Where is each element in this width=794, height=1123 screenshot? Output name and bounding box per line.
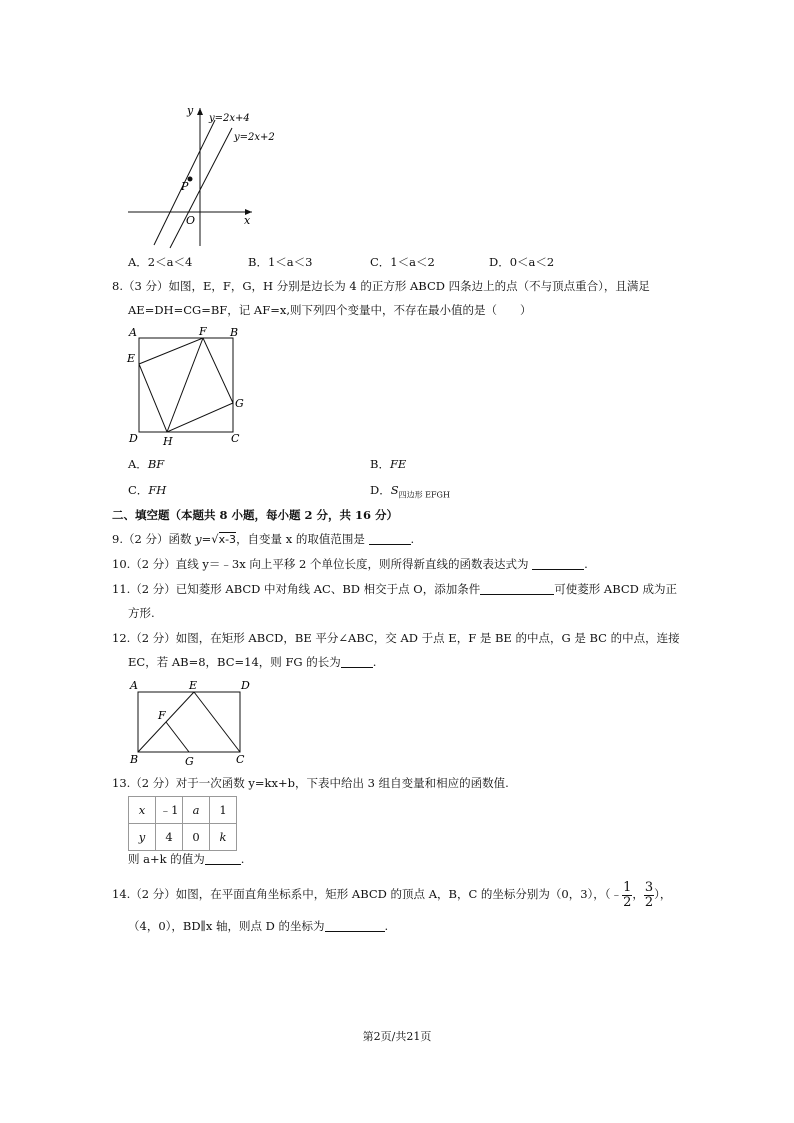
table-row [129,824,237,851]
q8-option-c-value: FH [148,483,167,497]
q12-label-a: A [130,679,138,692]
q8-option-d-subscript: 四边形 EFGH [398,490,450,500]
q12-rectangle-figure [124,676,264,770]
table-cell: k [210,824,237,851]
q7-point-label: P [181,180,189,193]
q8-label-f: F [199,325,207,338]
q14-line1a: 14.（2 分）如图，在平面直角坐标系中，矩形 ABCD 的顶点 A，B，C 的坐标分别为（0，3），（ [112,887,611,901]
q8-option-a-value: BF [147,457,165,471]
q10-text [112,556,588,572]
q8-option-b-value: FE [389,457,407,471]
q8-label-g: G [235,397,244,410]
q11-text-line1 [112,581,677,597]
page-footer: 第2页/共21页 [362,1030,432,1043]
q7-option-d: D．0＜a＜2 [489,255,555,269]
q14-line2a: （4，0），BD∥x 轴，则点 D 的坐标为 [128,919,325,933]
q10-answer-blank[interactable] [532,557,584,570]
q8-option-a [128,456,164,472]
q13-table [128,796,237,851]
q12-label-b: B [130,753,139,766]
q8-label-d: D [129,432,138,445]
q7-option-b: B．1＜a＜3 [248,255,313,269]
q9-post: ，自变量 x 的取值范围是 [236,532,365,546]
table-cell: 4 [156,824,183,851]
q12-line2b: . [372,655,377,669]
q7-option-a: A．2＜a＜4 [128,255,193,269]
q14-fraction-1: $\frac{1}{2}$ [623,879,632,910]
q12-label-g: G [185,755,194,768]
q9-answer-blank[interactable] [369,532,411,545]
q7-origin-label: O [186,214,196,227]
q14-answer-blank[interactable] [325,919,385,932]
q12-line2a: EC，若 AB=8，BC=14，则 FG 的长为 [128,655,341,669]
sqrt-icon: √ [211,532,219,546]
q12-text-line1: 12.（2 分）如图，在矩形 ABCD，BE 平分∠ABC，交 AD 于点 E，F 是 BE 的中点，G 是 BC 的中点，连接 [112,631,680,645]
table-row [129,797,237,824]
q14-frac1-sign: ﹣ [610,887,623,901]
q12-label-e: E [189,679,198,692]
q8-option-d-s: S [390,483,399,497]
q11-line1b: 可使菱形 ABCD 成为正 [554,582,678,596]
q14-fraction-2: $\frac{3}{2}$ [644,879,654,910]
q12-text-line2 [128,654,376,670]
q8-option-c-label: C． [128,483,149,497]
q13-text-after [128,851,244,867]
table-cell: 1 [210,797,237,824]
q8-option-b-label: B． [370,457,390,471]
table-cell: x [129,797,156,824]
section-2-title: 二、填空题（本题共 8 小题，每小题 2 分，共 16 分） [112,508,399,522]
q9-pre: 9.（2 分）函数 [112,532,196,546]
table-cell: a [183,797,210,824]
q7-graph [120,100,290,250]
q9-text [112,531,414,548]
q7-line2-label: y=2x+2 [234,132,275,143]
q8-label-b: B [230,326,239,339]
q7-y-axis-label: y [187,104,194,117]
q14-text-line2 [128,918,388,934]
q8-label-e: E [127,352,136,365]
q11-text-line2: 方形. [128,606,155,620]
q9-radicand: x-3 [218,533,237,546]
q13-text-line1: 13.（2 分）对于一次函数 y=kx+b，下表中给出 3 组自变量和相应的函数值. [112,776,509,790]
table-cell: 0 [183,824,210,851]
q7-option-c: C．1＜a＜2 [370,255,435,269]
q7-x-axis-label: x [244,214,251,227]
q8-label-a: A [129,326,137,339]
table-cell: y [129,824,156,851]
q9-func: y= [195,532,212,546]
table-cell: ﹣1 [156,797,183,824]
q13-answer-blank[interactable] [205,852,241,865]
q8-option-a-label: A． [128,457,148,471]
q8-text-line1: 8.（3 分）如图，E，F，G，H 分别是边长为 4 的正方形 ABCD 四条边上的点（不与顶点重合），且满足 [112,279,650,293]
q11-line1a: 11.（2 分）已知菱形 ABCD 中对角线 AC、BD 相交于点 O，添加条件 [112,582,481,596]
q8-label-h: H [163,435,173,447]
q13-after-a: 则 a+k 的值为 [128,852,205,866]
q8-text-line2: AE=DH=CG=BF，记 AF=x,则下列四个变量中，不存在最小值的是（ ） [128,303,532,317]
q13-after-b: . [240,852,245,866]
q14-text-line1 [112,877,671,911]
q11-answer-blank[interactable] [480,582,554,595]
q8-label-c: C [231,432,240,445]
q8-option-b [370,456,406,472]
q10-body: 10.（2 分）直线 y＝﹣3x 向上平移 2 个单位长度，则所得新直线的函数表达式为 [112,557,529,571]
q12-label-f: F [158,709,166,722]
q7-line1-label: y=2x+4 [209,113,250,124]
q8-option-c [128,482,166,498]
q14-comma: ， [632,887,644,901]
q9-end: . [410,532,415,546]
q10-end: . [584,557,588,571]
q8-option-d [370,482,450,503]
q8-square-figure [124,322,254,447]
q8-option-d-label: D． [370,483,391,497]
q14-line1b: ）， [654,887,672,901]
q12-label-d: D [241,679,250,692]
q12-answer-blank[interactable] [341,655,373,668]
q14-line2b: . [384,919,389,933]
q12-label-c: C [236,753,245,766]
